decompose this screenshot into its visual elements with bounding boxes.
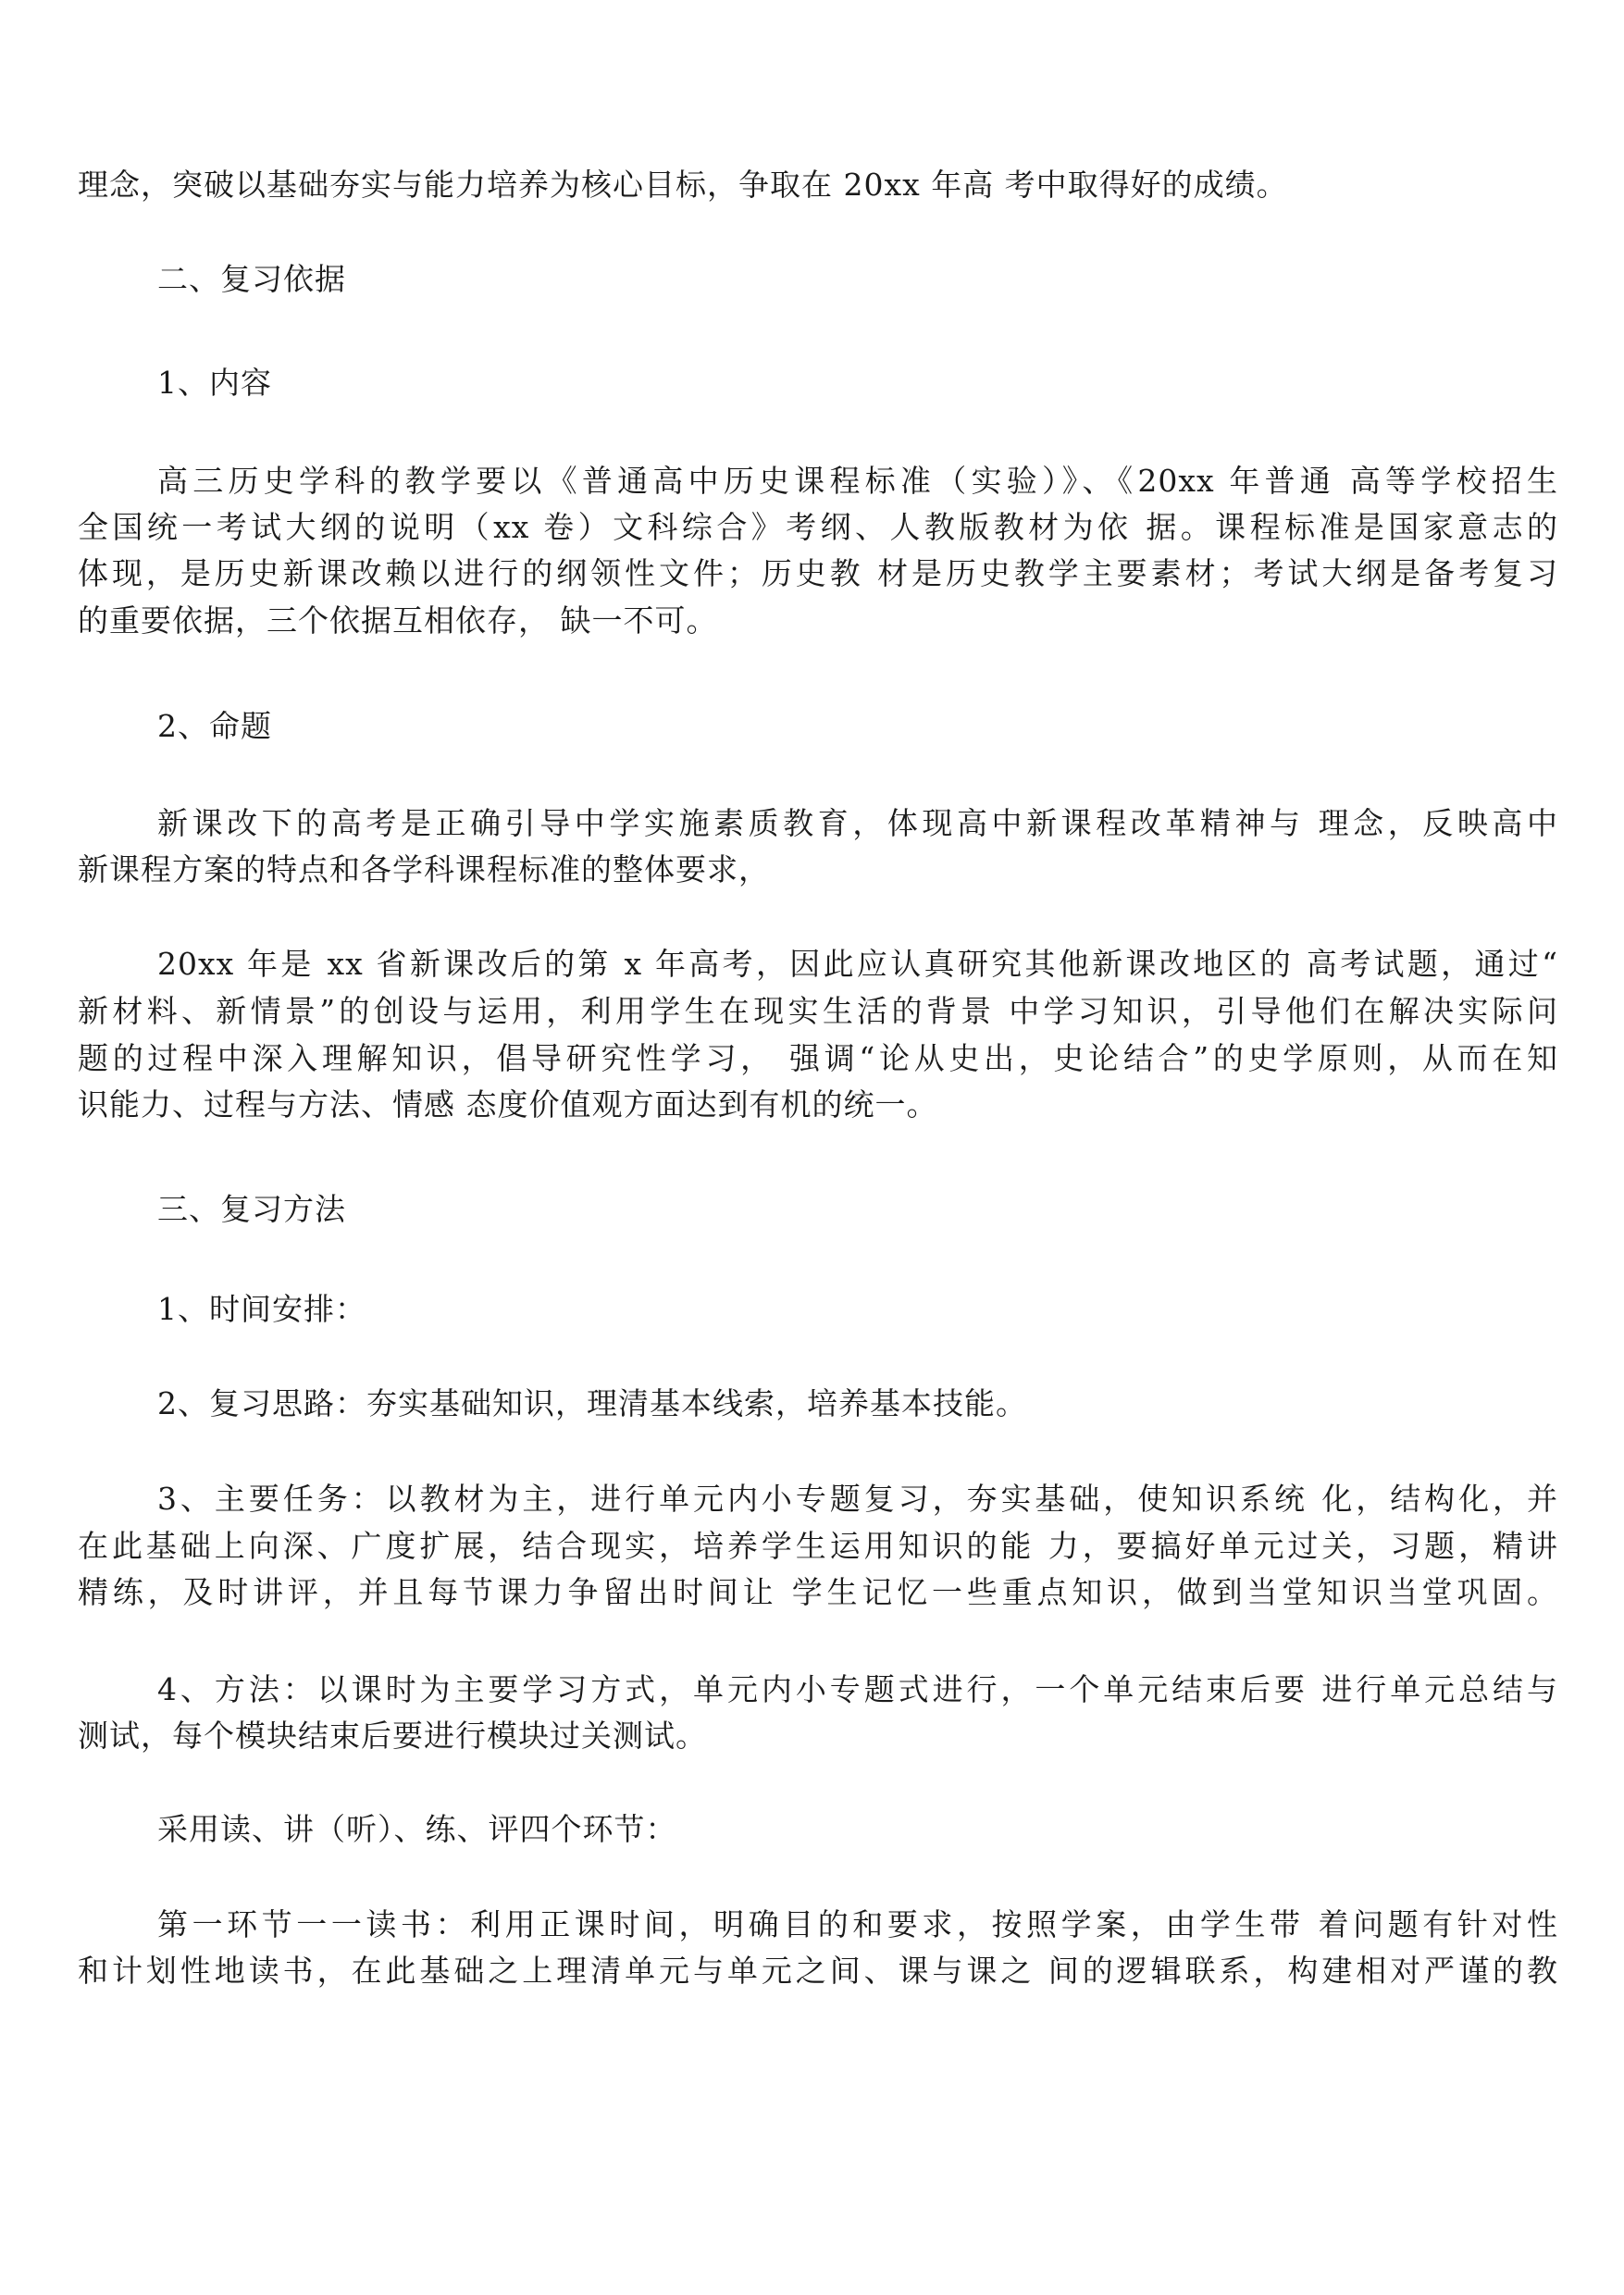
- paragraph-line: 的重要依据，三个依据互相依存， 缺一不可。: [78, 602, 718, 639]
- paragraph-line: 4、方法：以课时为主要学习方式，单元内小专题式进行，一个单元结束后要 进行单元总结与: [157, 1671, 1558, 1707]
- subsection-heading: 1、时间安排：: [157, 1291, 366, 1327]
- section-heading: 三、复习方法: [157, 1191, 346, 1227]
- subsection-heading: 1、内容: [157, 365, 272, 401]
- text-line: 理念，突破以基础夯实与能力培养为核心目标，争取在 20xx 年高 考中取得好的成绩。: [78, 167, 1288, 203]
- paragraph-line: 新课改下的高考是正确引导中学实施素质教育，体现高中新课程改革精神与 理念，反映高中: [157, 805, 1558, 841]
- paragraph-line: 第一环节一一读书：利用正课时间，明确目的和要求，按照学案，由学生带 着问题有针对性: [157, 1906, 1558, 1942]
- paragraph-line: 高三历史学科的教学要以《普通高中历史课程标准（实验）》、《20xx 年普通 高等学校招生: [157, 463, 1558, 499]
- paragraph-line: 2、复习思路：夯实基础知识，理清基本线索，培养基本技能。: [157, 1385, 1027, 1421]
- paragraph-line: 新课程方案的特点和各学科课程标准的整体要求，: [78, 851, 770, 887]
- paragraph-line: 精练，及时讲评，并且每节课力争留出时间让 学生记忆一些重点知识，做到当堂知识当堂巩固。: [78, 1574, 1558, 1610]
- paragraph-line: 20xx 年是 xx 省新课改后的第 x 年高考，因此应认真研究其他新课改地区的 高考试题，通过“: [157, 946, 1558, 982]
- paragraph-line: 测试，每个模块结束后要进行模块过关测试。: [78, 1718, 707, 1754]
- paragraph-line: 体现，是历史新课改赖以进行的纲领性文件；历史教 材是历史教学主要素材；考试大纲是备考复习: [78, 555, 1558, 591]
- paragraph-line: 和计划性地读书，在此基础之上理清单元与单元之间、课与课之 间的逻辑联系，构建相对严谨的教: [78, 1953, 1558, 1989]
- paragraph-line: 3、主要任务：以教材为主，进行单元内小专题复习，夯实基础，使知识系统 化，结构化，并: [157, 1481, 1558, 1517]
- paragraph-line: 采用读、讲（听）、练、评四个环节：: [157, 1811, 677, 1847]
- paragraph-line: 在此基础上向深、广度扩展，结合现实，培养学生运用知识的能 力，要搞好单元过关，习题，精讲: [78, 1528, 1558, 1564]
- paragraph-line: 全国统一考试大纲的说明（xx 卷）文科综合》考纲、人教版教材为依 据。课程标准是国家意志的: [78, 509, 1558, 545]
- subsection-heading: 2、命题: [157, 708, 272, 744]
- paragraph-line: 识能力、过程与方法、情感 态度价值观方面达到有机的统一。: [78, 1086, 938, 1123]
- section-heading: 二、复习依据: [157, 261, 346, 297]
- paragraph-line: 新材料、新情景”的创设与运用，利用学生在现实生活的背景 中学习知识，引导他们在解决实际问: [78, 993, 1558, 1029]
- paragraph-line: 题的过程中深入理解知识，倡导研究性学习， 强调“论从史出，史论结合”的史学原则，从而在知: [78, 1040, 1558, 1076]
